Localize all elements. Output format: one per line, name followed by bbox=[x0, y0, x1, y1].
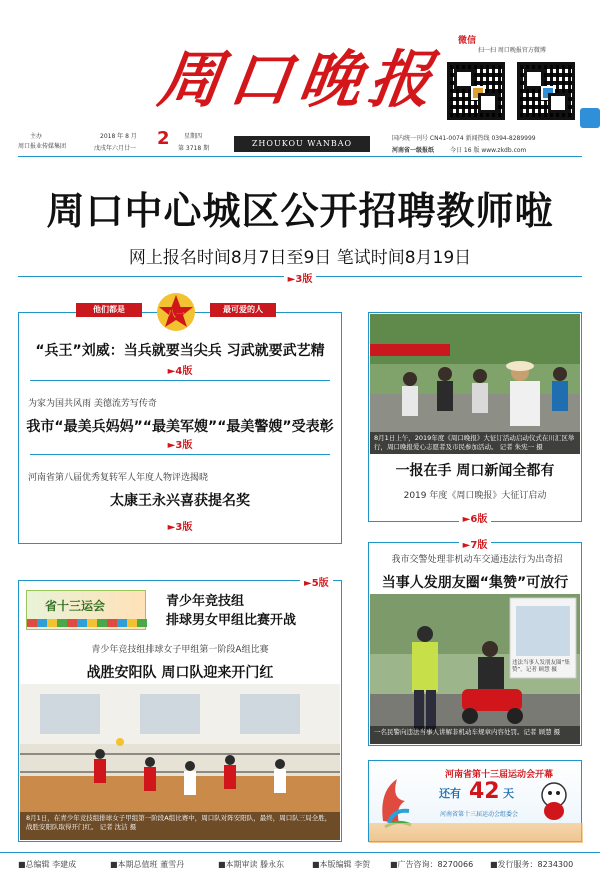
footer-dist: ■发行服务：8234300 bbox=[490, 860, 574, 869]
subscription-page-ref: ►6版 bbox=[368, 510, 582, 525]
countdown-value: 42 bbox=[469, 779, 500, 804]
sponsor-label: 主办 bbox=[30, 133, 43, 140]
games-logo-stripe bbox=[27, 619, 147, 627]
item3-title[interactable]: 太康王永兴喜获提名奖 bbox=[110, 493, 250, 509]
footer-duty-editor: ■本期总值班 董雪丹 bbox=[110, 860, 185, 869]
item3-kicker: 河南省第八届优秀复转军人年度人物评选揭晓 bbox=[28, 473, 209, 483]
issue-number: 第 3718 期 bbox=[178, 145, 210, 152]
countdown-label: 还有 bbox=[439, 787, 461, 800]
army-star-icon bbox=[148, 290, 204, 332]
cn-number: 国内统一刊号 CN41-0074 新闻热线 0394-8289999 bbox=[392, 135, 536, 142]
weekday: 星期四 bbox=[184, 133, 203, 140]
volleyball-photo bbox=[20, 684, 340, 840]
footer-ads: ■广告咨询：8270066 bbox=[390, 860, 474, 869]
subscription-title[interactable]: 一报在手 周口新闻全都有 bbox=[395, 463, 555, 479]
military-banner bbox=[76, 296, 276, 324]
games-emblem-icon bbox=[375, 771, 415, 831]
volleyball-caption: 8月1日，在青少年竞技组排球女子甲组第一阶段A组比赛中，周口队对阵安阳队，最终，周口队三局全胜，战胜安阳队取得开门红。 记者 沈洁 摄 bbox=[26, 814, 332, 831]
wechat-sub: 扫一扫 周口晚报官方微博 bbox=[478, 47, 546, 54]
sponsor-name: 周口报业传媒集团 bbox=[18, 143, 67, 150]
subscription-photo bbox=[370, 314, 580, 454]
item3-page-ref: ►3版 bbox=[167, 522, 193, 533]
lunar-date: 戊戌年六月廿一 bbox=[94, 145, 137, 152]
subscription-caption: 8月1日上午，2019年度《周口晚报》大征订活动启动仪式在川汇区举行，周口晚报爱心志愿者及市民参加活动。 记者 朱宪一 摄 bbox=[374, 434, 575, 451]
sports-subtitle[interactable]: 战胜安阳队 周口队迎来开门红 bbox=[86, 665, 274, 681]
sports-title[interactable]: 青少年竞技组 排球男女甲组比赛开战 bbox=[166, 594, 297, 628]
games-logo-text: 省十三运会 bbox=[45, 599, 106, 613]
games-countdown-ad[interactable] bbox=[368, 760, 582, 842]
date-text: 2018 年 8 月 bbox=[100, 133, 137, 140]
subscription-subtitle: 2019 年度《周口晚报》大征订启动 bbox=[403, 491, 547, 501]
ad-org: 河南省第十三届运动会组委会 bbox=[439, 811, 518, 818]
phone-caption: 违法当事人发朋友圈“集赞”。记者 顾慧 摄 bbox=[512, 660, 570, 673]
headline-page-ref: ►3版 bbox=[0, 270, 600, 285]
traffic-title[interactable]: 当事人发朋友圈“集赞”可放行 bbox=[381, 575, 569, 591]
sports-kicker: 青少年竞技组排球女子甲组第一阶段A组比赛 bbox=[91, 645, 269, 655]
main-subhead: 网上报名时间8月7日至9日 笔试时间8月19日 bbox=[128, 248, 472, 268]
countdown-unit: 天 bbox=[503, 787, 514, 800]
ad-skyline bbox=[369, 823, 583, 843]
brand-en: ZHOUKOU WANBAO bbox=[234, 136, 370, 152]
main-headline: 周口中心城区公开招聘教师啦 bbox=[46, 188, 554, 233]
footer-editor: ■本版编辑 李贺 bbox=[312, 860, 371, 869]
item2-title[interactable]: 我市“最美兵妈妈”“最美军嫂”“最美警嫂”受表彰 bbox=[26, 419, 334, 435]
item2-kicker: 为家为国共风雨 美德流芳写传奇 bbox=[28, 399, 157, 409]
footer-bar bbox=[0, 852, 600, 892]
footer-chief: ■总编辑 李建成 bbox=[18, 860, 77, 869]
traffic-photo bbox=[370, 594, 580, 744]
sports-page-ref: ►5版 bbox=[300, 574, 333, 589]
date-day: 2 bbox=[157, 128, 170, 149]
item1-page-ref: ►4版 bbox=[167, 366, 193, 377]
banner-right: 最可爱的人 bbox=[210, 303, 276, 317]
app-icon bbox=[580, 108, 600, 128]
divider bbox=[30, 454, 330, 455]
traffic-page-ref: ►7版 bbox=[368, 536, 582, 551]
item2-page-ref: ►3版 bbox=[167, 440, 193, 451]
games-logo bbox=[26, 590, 146, 630]
item1-title[interactable]: “兵王”刘威：当兵就要当尖兵 习武就要武艺精 bbox=[35, 343, 325, 359]
traffic-caption: 一名民警向违法当事人讲解非机动车规章内容处罚。记者 顾慧 摄 bbox=[374, 728, 561, 736]
banner-left: 他们都是 bbox=[76, 303, 142, 317]
svg-text:八一: 八一 bbox=[166, 310, 186, 320]
qr-code-icon bbox=[517, 62, 575, 120]
mascot-icon bbox=[533, 779, 575, 821]
pages-web: 今日 16 版 www.zkdb.com bbox=[450, 147, 527, 154]
grade-label: 河南省一级报纸 bbox=[392, 147, 435, 154]
crowd-photo-image bbox=[370, 314, 580, 454]
traffic-kicker: 我市交警处理非机动车交通违法行为出奇招 bbox=[391, 555, 563, 565]
divider bbox=[30, 380, 330, 381]
masthead-logo: 周口晚报 bbox=[154, 43, 445, 116]
qr-code-icon bbox=[447, 62, 505, 120]
wechat-label: 微信 bbox=[458, 36, 477, 46]
ad-title: 河南省第十三届运动会开幕 bbox=[444, 770, 553, 780]
masthead-rule bbox=[18, 156, 582, 157]
footer-review: ■本期审读 滕永东 bbox=[218, 860, 285, 869]
